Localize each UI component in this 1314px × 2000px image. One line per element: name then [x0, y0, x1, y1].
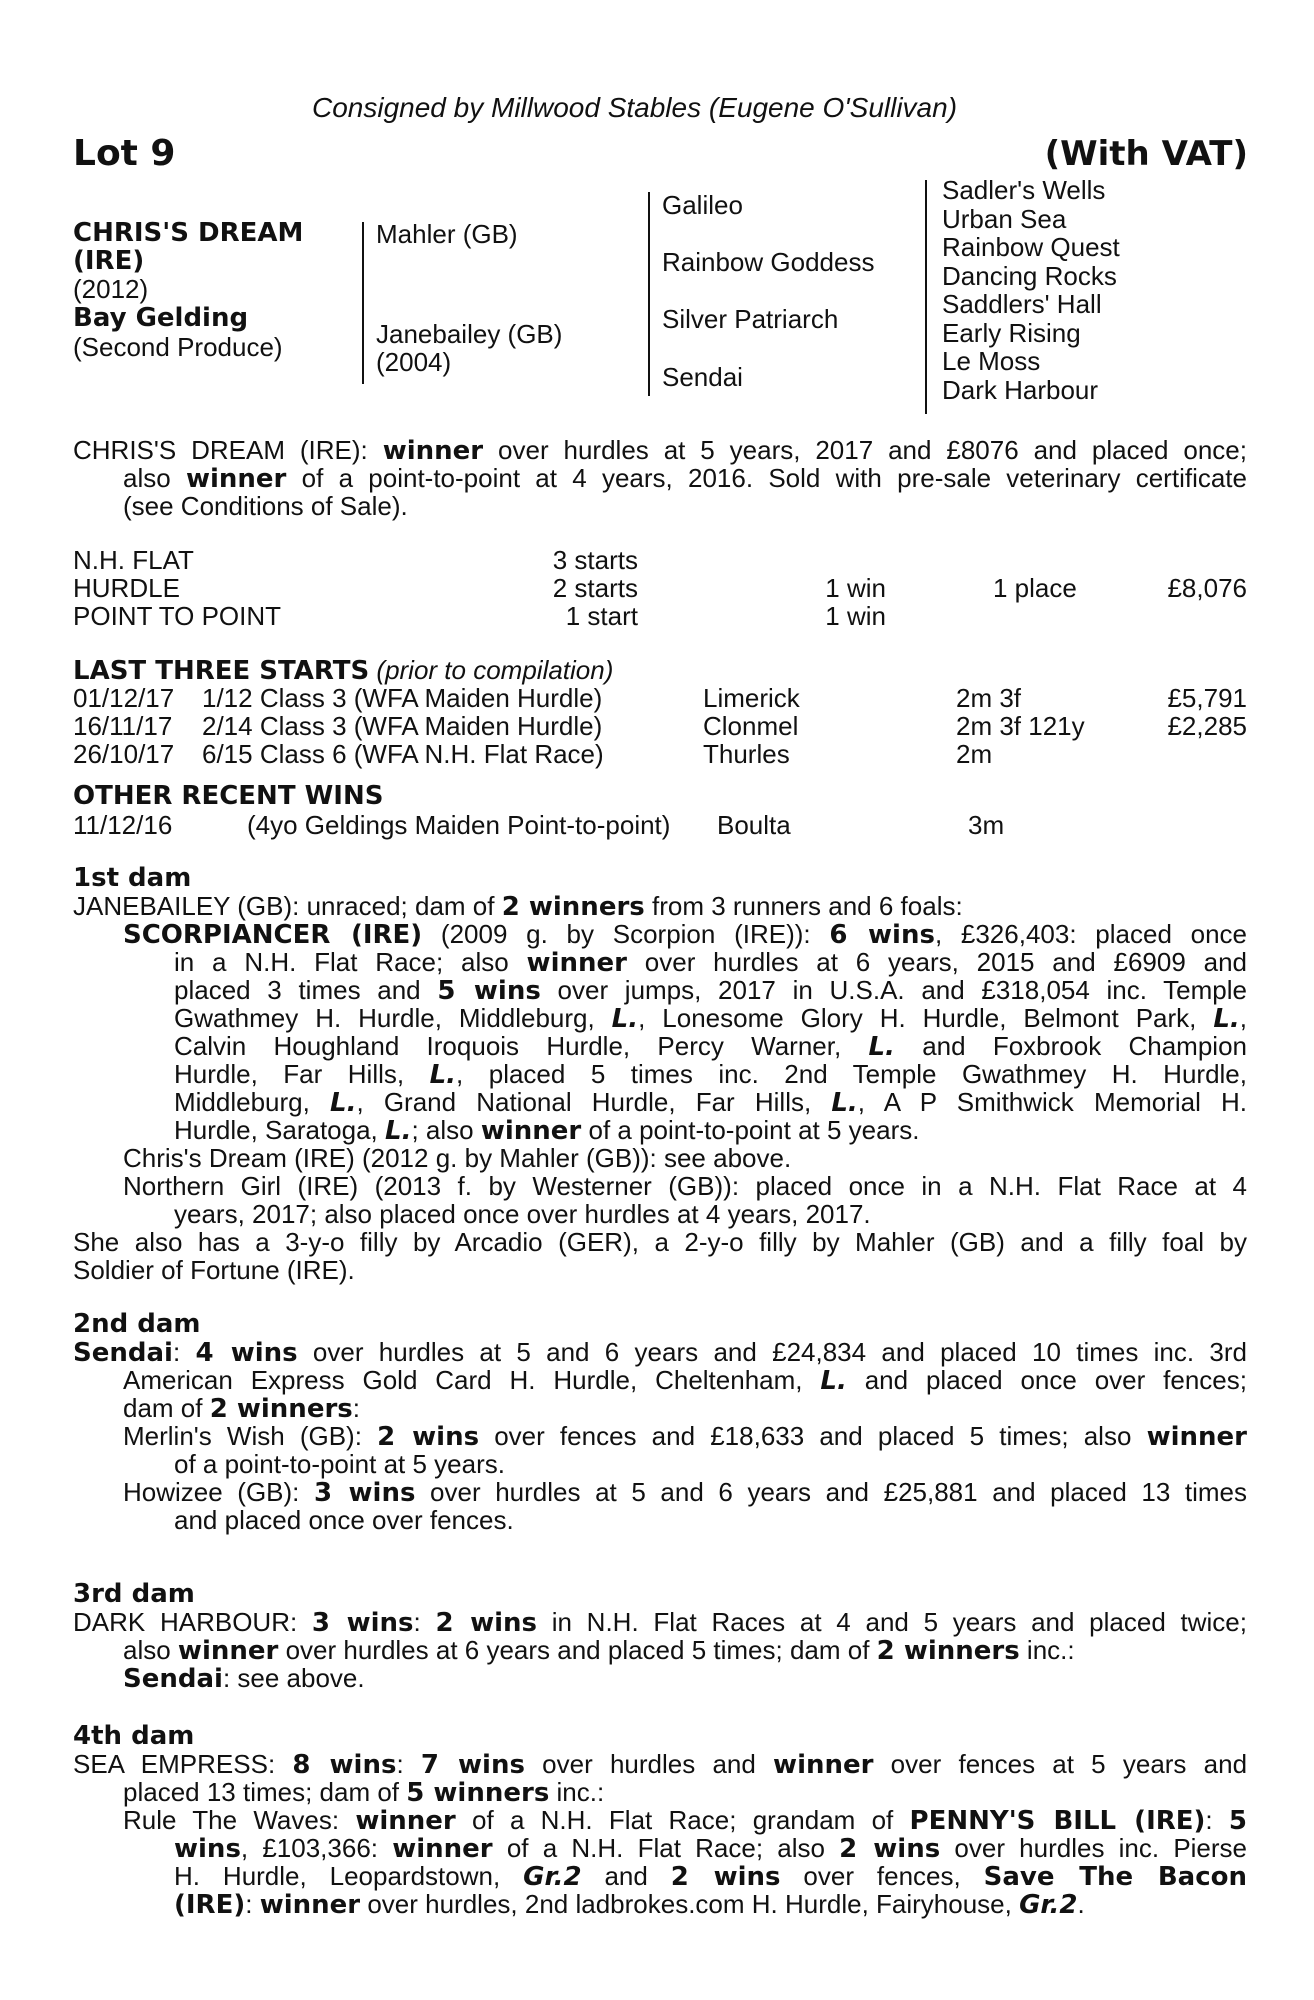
- win-course: Boulta: [717, 810, 791, 840]
- pedigree-gen3-item: Dancing Rocks: [942, 261, 1117, 291]
- start-course: Limerick: [703, 683, 800, 713]
- dam-line: (IRE): winner over hurdles, 2nd ladbrokes.com H. Hurdle, Fairyhouse, Gr.2.: [174, 1889, 1085, 1920]
- vat-label: (With VAT): [1044, 134, 1248, 174]
- record-wins: 1 win: [825, 573, 886, 603]
- pedigree-gen3-item: Early Rising: [942, 318, 1081, 348]
- win-distance: 3m: [968, 810, 1005, 840]
- dam-line: dam of 2 winners:: [123, 1393, 360, 1424]
- dam-line: SCORPIANCER (IRE) (2009 g. by Scorpion (IRE)): 6 wins, £326,403: placed once: [123, 919, 1248, 950]
- start-distance: 2m 3f 121y: [956, 711, 1085, 741]
- dam-line: Soldier of Fortune (IRE).: [73, 1255, 355, 1285]
- horse-name: CHRIS'S DREAM: [73, 218, 304, 248]
- start-date: 16/11/17: [73, 711, 173, 741]
- pedigree-gen3-item: Rainbow Quest: [942, 232, 1120, 262]
- start-prize: £5,791: [1167, 683, 1247, 713]
- section-heading: 1st dam: [73, 863, 192, 893]
- pedigree-gen2-item: Galileo: [662, 190, 743, 220]
- record-starts: 1 start: [565, 601, 638, 631]
- win-race: (4yo Geldings Maiden Point-to-point): [247, 810, 671, 840]
- dam-line: SEA EMPRESS: 8 wins: 7 wins over hurdles and winner over fences at 5 years and: [73, 1749, 1248, 1780]
- pedigree-gen2-item: Rainbow Goddess: [662, 247, 875, 277]
- pedigree-gen3-item: Dark Harbour: [942, 375, 1099, 405]
- pedigree-divider: [648, 192, 650, 396]
- dam-line: placed 3 times and 5 wins over jumps, 2017 in U.S.A. and £318,054 inc. Temple: [174, 975, 1247, 1006]
- section-heading: 3rd dam: [73, 1579, 195, 1609]
- start-race: 1/12 Class 3 (WFA Maiden Hurdle): [202, 683, 603, 713]
- record-earnings: £8,076: [1167, 573, 1247, 603]
- start-course: Thurles: [703, 739, 790, 769]
- summary-line: CHRIS'S DREAM (IRE): winner over hurdles at 5 years, 2017 and £8076 and placed once;: [73, 435, 1247, 466]
- record-places: 1 place: [993, 573, 1077, 603]
- dam-line: of a point-to-point at 5 years.: [174, 1449, 505, 1479]
- record-starts: 3 starts: [552, 545, 638, 575]
- horse-type: Bay Gelding: [73, 303, 249, 333]
- dam-line: Chris's Dream (IRE) (2012 g. by Mahler (GB)): see above.: [123, 1143, 792, 1173]
- horse-year: (2012): [73, 274, 149, 304]
- lot-number: Lot 9: [73, 133, 176, 174]
- start-distance: 2m: [956, 739, 993, 769]
- dam-line: placed 13 times; dam of 5 winners inc.:: [123, 1777, 605, 1808]
- dam-line: Merlin's Wish (GB): 2 wins over fences and £18,633 and placed 5 times; also winner: [123, 1421, 1247, 1452]
- record-type: HURDLE: [73, 573, 180, 603]
- start-prize: £2,285: [1167, 711, 1247, 741]
- dam-line: H. Hurdle, Leopardstown, Gr.2 and 2 wins over fences, Save The Bacon: [174, 1861, 1247, 1892]
- pedigree-gen2-item: Silver Patriarch: [662, 304, 839, 334]
- section-heading: 2nd dam: [73, 1309, 201, 1339]
- horse-country: (IRE): [73, 246, 145, 276]
- dam-line: Middleburg, L., Grand National Hurdle, Far Hills, L., A P Smithwick Memorial H.: [174, 1087, 1247, 1118]
- dam-line: Howizee (GB): 3 wins over hurdles at 5 and 6 years and £25,881 and placed 13 times: [123, 1477, 1248, 1508]
- consignor: Consigned by Millwood Stables (Eugene O'Sullivan): [312, 92, 958, 123]
- pedigree-dam: Janebailey (GB): [376, 319, 563, 349]
- start-date: 26/10/17: [73, 739, 175, 769]
- dam-line: Hurdle, Far Hills, L., placed 5 times inc. 2nd Temple Gwathmey H. Hurdle,: [174, 1059, 1247, 1090]
- dam-line: in a N.H. Flat Race; also winner over hurdles at 6 years, 2015 and £6909 and: [174, 947, 1247, 978]
- summary-line: (see Conditions of Sale).: [123, 491, 408, 521]
- dam-line: Gwathmey H. Hurdle, Middleburg, L., Lonesome Glory H. Hurdle, Belmont Park, L.,: [174, 1003, 1247, 1034]
- dam-line: wins, £103,366: winner of a N.H. Flat Race; also 2 wins over hurdles inc. Pierse: [174, 1833, 1248, 1864]
- section-heading: LAST THREE STARTS (prior to compilation): [73, 655, 614, 686]
- pedigree-divider: [362, 222, 364, 384]
- dam-line: Rule The Waves: winner of a N.H. Flat Race; grandam of PENNY'S BILL (IRE): 5: [123, 1805, 1247, 1836]
- record-wins: 1 win: [825, 601, 886, 631]
- start-race: 6/15 Class 6 (WFA N.H. Flat Race): [202, 739, 604, 769]
- start-date: 01/12/17: [73, 683, 175, 713]
- pedigree-gen3-item: Saddlers' Hall: [942, 289, 1102, 319]
- summary-line: also winner of a point-to-point at 4 years, 2016. Sold with pre-sale veterinary certificate: [123, 463, 1247, 494]
- dam-line: Northern Girl (IRE) (2013 f. by Westerner (GB)): placed once in a N.H. Flat Race at 4: [123, 1171, 1247, 1201]
- start-course: Clonmel: [703, 711, 799, 741]
- pedigree-sire: Mahler (GB): [376, 219, 518, 249]
- record-starts: 2 starts: [552, 573, 638, 603]
- dam-line: American Express Gold Card H. Hurdle, Cheltenham, L. and placed once over fences;: [123, 1365, 1247, 1396]
- record-type: N.H. FLAT: [73, 545, 194, 575]
- start-race: 2/14 Class 3 (WFA Maiden Hurdle): [202, 711, 603, 741]
- pedigree-gen3-item: Sadler's Wells: [942, 175, 1106, 205]
- pedigree-gen3-item: Urban Sea: [942, 204, 1067, 234]
- dam-line: Calvin Houghland Iroquois Hurdle, Percy Warner, L. and Foxbrook Champion: [174, 1031, 1247, 1062]
- pedigree-divider: [925, 180, 927, 414]
- record-type: POINT TO POINT: [73, 601, 282, 631]
- start-distance: 2m 3f: [956, 683, 1022, 713]
- dam-line: years, 2017; also placed once over hurdles at 4 years, 2017.: [174, 1199, 871, 1229]
- dam-line: JANEBAILEY (GB): unraced; dam of 2 winners from 3 runners and 6 foals:: [73, 891, 963, 922]
- dam-line: also winner over hurdles at 6 years and placed 5 times; dam of 2 winners inc.:: [123, 1635, 1075, 1666]
- section-heading: 4th dam: [73, 1721, 195, 1751]
- dam-line: DARK HARBOUR: 3 wins: 2 wins in N.H. Flat Races at 4 and 5 years and placed twice;: [73, 1607, 1247, 1638]
- dam-line: and placed once over fences.: [174, 1505, 514, 1535]
- pedigree-gen3-item: Le Moss: [942, 346, 1041, 376]
- dam-line: Sendai: 4 wins over hurdles at 5 and 6 years and £24,834 and placed 10 times inc. 3rd: [73, 1337, 1247, 1368]
- section-heading: OTHER RECENT WINS: [73, 781, 384, 811]
- dam-line: Sendai: see above.: [123, 1663, 365, 1694]
- horse-produce: (Second Produce): [73, 332, 283, 362]
- pedigree-dam-year: (2004): [376, 347, 452, 377]
- win-date: 11/12/16: [73, 810, 173, 840]
- dam-line: Hurdle, Saratoga, L.; also winner of a point-to-point at 5 years.: [174, 1115, 920, 1146]
- pedigree-gen2-item: Sendai: [662, 362, 743, 392]
- dam-line: She also has a 3-y-o filly by Arcadio (GER), a 2-y-o filly by Mahler (GB) and a filly foal by: [73, 1227, 1247, 1257]
